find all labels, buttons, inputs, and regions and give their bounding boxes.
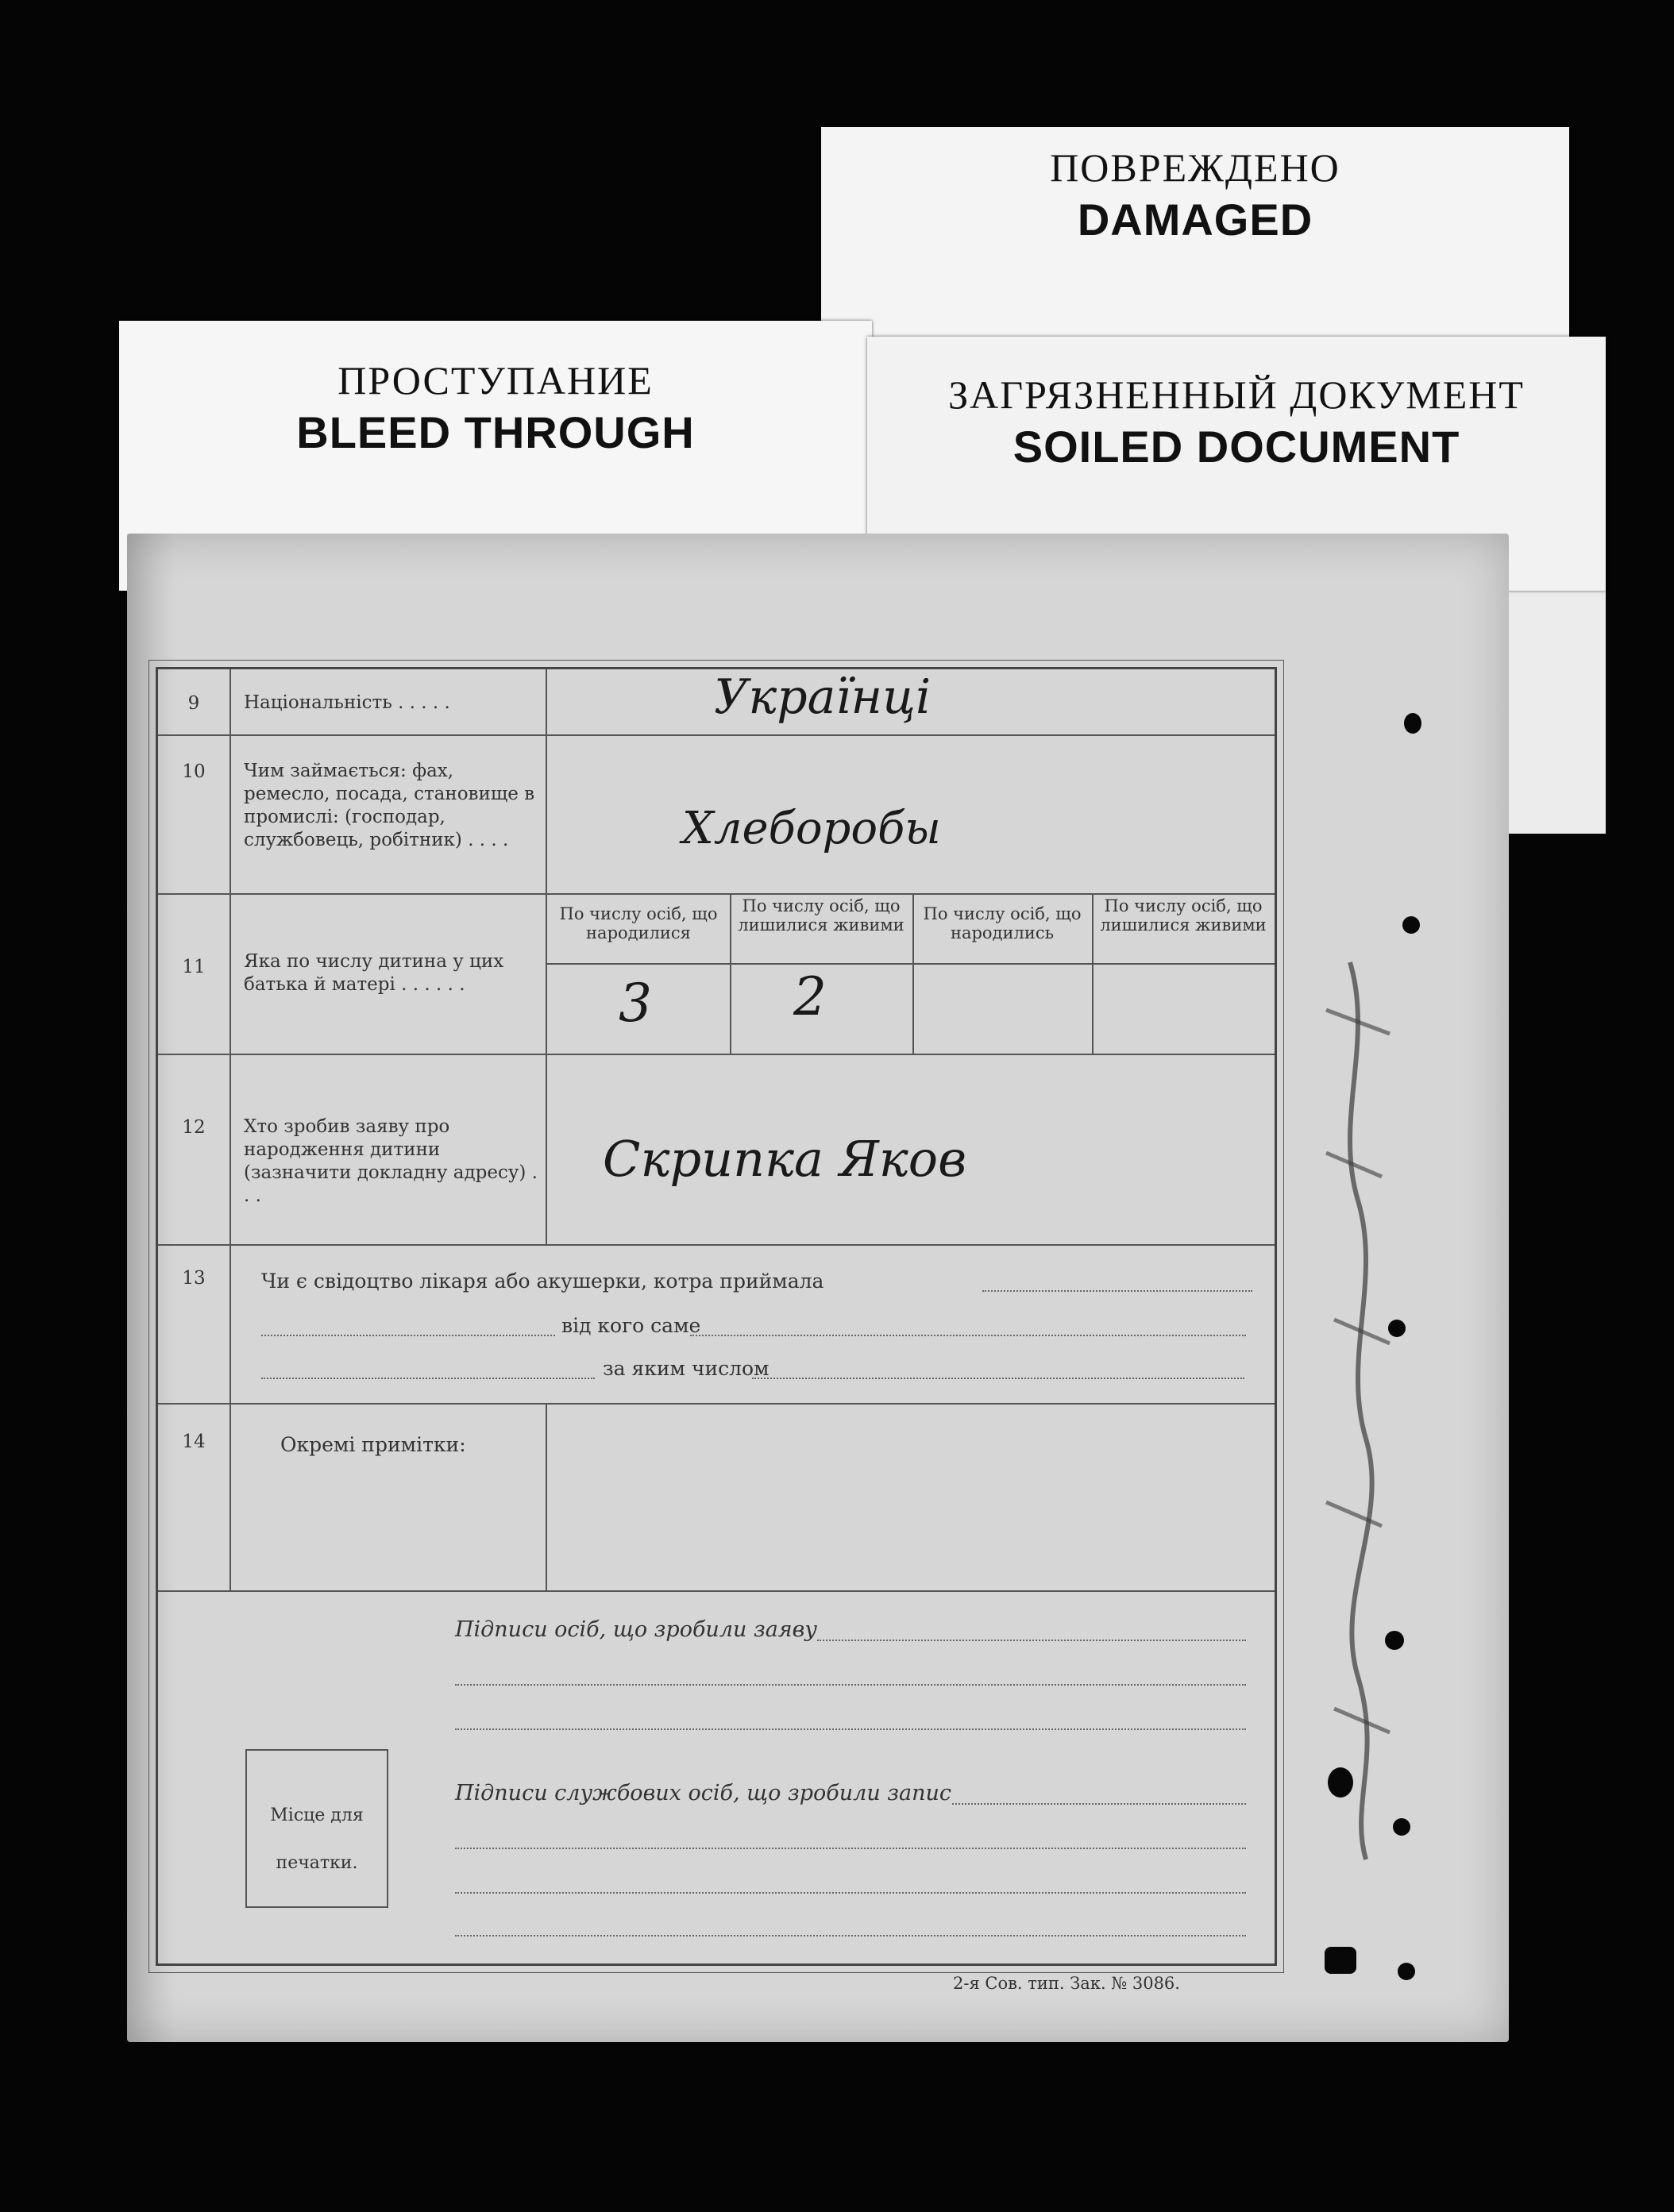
stamp-place-box — [245, 1749, 388, 1908]
damage-hole — [1404, 713, 1421, 734]
subheader-born-2: По числу осіб, що народились — [923, 904, 1082, 942]
margin-scribble — [1302, 946, 1414, 1875]
handwritten-value: Хлеборобы — [682, 803, 941, 854]
damage-hole — [1388, 1320, 1406, 1337]
damaged-label-ru: ПОВРЕЖДЕНО — [1050, 145, 1340, 190]
row-number: 11 — [182, 957, 206, 977]
form-page — [127, 534, 1509, 2042]
row-number: 10 — [182, 761, 206, 782]
damaged-label-en: DAMAGED — [1077, 195, 1313, 245]
margin-pencil-annotation — [1302, 946, 1414, 1875]
field-label: Хто зробив заяву про народження дитини (зазначити докладну адресу) . . . — [244, 1116, 538, 1206]
damage-hole — [1402, 916, 1420, 934]
bleed-label-ru: ПРОСТУПАНИЕ — [338, 358, 654, 403]
subheader-alive-2: По числу осіб, що лишилися живими — [1100, 896, 1267, 935]
subheader-born: По числу осіб, що народилися — [559, 904, 718, 942]
printer-imprint: 2-я Сов. тип. Зак. № 3086. — [953, 1974, 1180, 1993]
soiled-label-en: SOILED DOCUMENT — [1012, 422, 1460, 472]
field-label: Яка по числу дитина у цих батька й матері . . . . . . — [244, 951, 504, 995]
soiled-label-ru: ЗАГРЯЗНЕННЫЙ ДОКУМЕНТ — [948, 372, 1525, 417]
field-label-line2: від кого саме — [561, 1314, 701, 1337]
row-12 — [158, 1054, 1275, 1246]
field-label: Чим займається: фах, ремесло, посада, становище в промислі: (господар, службовець, робітник) . . . . — [244, 761, 535, 850]
bleed-label-en: BLEED THROUGH — [296, 407, 695, 457]
subheader-alive: По числу осіб, що лишилися живими — [738, 896, 904, 935]
form-table — [156, 667, 1277, 1966]
handwritten-born-count: 3 — [619, 973, 652, 1034]
handwritten-value: Скрипка Яков — [603, 1130, 967, 1188]
field-label: Окремі примітки: — [280, 1433, 466, 1456]
damage-hole — [1325, 1947, 1356, 1974]
row-14 — [158, 1403, 1275, 1592]
stamp-place-label: Місце для печатки. — [270, 1805, 364, 1873]
officials-signature-label: Підписи службових осіб, що зробили запис — [455, 1781, 952, 1805]
damage-hole — [1328, 1767, 1353, 1798]
soiled-card-edge — [1493, 556, 1606, 834]
row-number: 12 — [182, 1117, 206, 1138]
damage-hole — [1393, 1818, 1410, 1836]
row-9 — [158, 669, 1275, 736]
handwritten-value: Українці — [714, 669, 932, 725]
field-label: Національність . . . . . — [244, 692, 450, 713]
row-number: 14 — [182, 1432, 206, 1452]
row-number: 13 — [182, 1268, 206, 1289]
row-11 — [158, 893, 1275, 1055]
row-number: 9 — [187, 693, 200, 714]
damage-hole — [1398, 1963, 1415, 1980]
field-label-line3: за яким числом — [603, 1357, 770, 1380]
handwritten-alive-count: 2 — [793, 966, 827, 1027]
row-10 — [158, 734, 1275, 895]
applicants-signature-label: Підписи осіб, що зробили заяву — [455, 1617, 818, 1642]
row-13 — [158, 1244, 1275, 1405]
field-label-line1: Чи є свідоцтво лікаря або акушерки, котра приймала — [261, 1270, 824, 1293]
damage-hole — [1385, 1631, 1404, 1650]
